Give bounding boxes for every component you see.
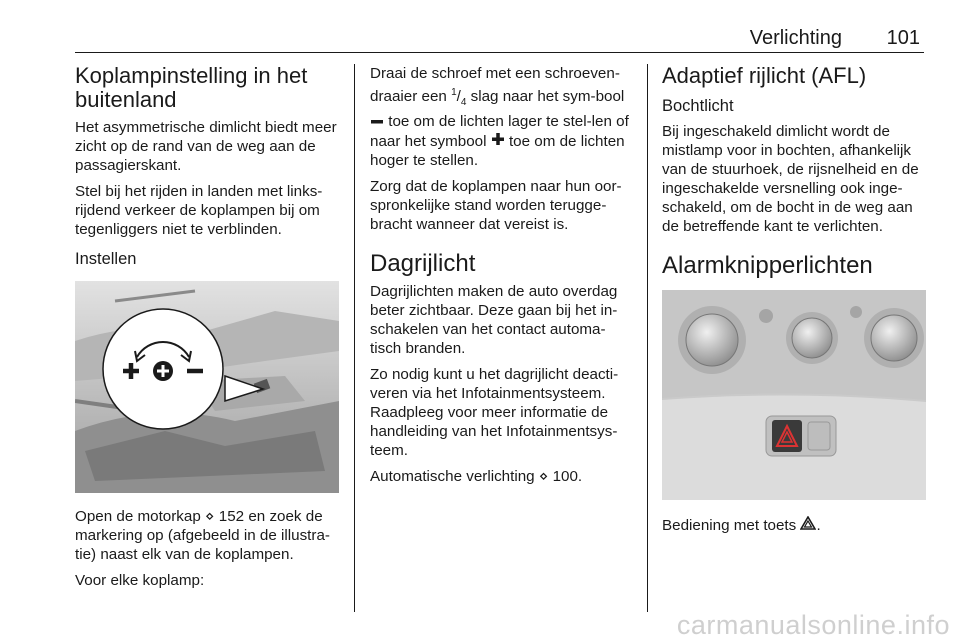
paragraph: Zo nodig kunt u het dagrijlicht deacti-veren via het Infotainmentsysteem. Raadpleeg voor meer informatie de handleiding van het Infotainmentsys-teem. bbox=[370, 366, 619, 460]
page-reference-link[interactable]: 152 bbox=[218, 508, 245, 525]
heading-alarmknipperlichten: Alarmknipperlichten bbox=[662, 252, 873, 279]
paragraph: Het asymmetrische dimlicht biedt meer zicht op de rand van de weg aan de passagierskant. bbox=[75, 119, 337, 174]
heading-dagrijlicht: Dagrijlicht bbox=[370, 250, 476, 278]
page-number: 101 bbox=[886, 27, 920, 49]
paragraph: Voor elke koplamp: bbox=[75, 572, 205, 589]
watermark: carmanualsonline.info bbox=[676, 610, 950, 640]
column-divider bbox=[354, 64, 355, 612]
heading-afl: Adaptief rijlicht (AFL) bbox=[662, 63, 867, 88]
fraction-numerator: 1 bbox=[451, 87, 457, 98]
paragraph: Draai de schroef met een schroeven-draaier een $^1/_4$ slag naar het sym-bool toe om de lichten lager te stel-len of naar het symbool toe om de lichten hoger te stellen. bbox=[370, 65, 629, 170]
paragraph: Automatische verlichting ⋄ 100. bbox=[370, 468, 583, 486]
reference-icon: ⋄ bbox=[205, 508, 215, 525]
heading-headlamp-abroad: Koplampinstelling in het buitenland bbox=[75, 63, 308, 112]
column-3 bbox=[662, 64, 926, 542]
paragraph: Stel bij het rijden in landen met links-rijdend verkeer de koplampen bij om tegenliggers niet te verblinden. bbox=[75, 183, 323, 238]
column-2 bbox=[370, 64, 632, 493]
plus-symbol-icon bbox=[491, 132, 505, 151]
fraction-denominator: 4 bbox=[460, 97, 467, 109]
hazard-switch-illustration bbox=[662, 290, 926, 500]
column-1 bbox=[75, 64, 341, 597]
section-title: Verlichting bbox=[749, 27, 842, 49]
paragraph: Bediening met toets . bbox=[662, 517, 821, 534]
headlamp-adjustment-illustration bbox=[75, 281, 339, 493]
subheading-bochtlicht: Bochtlicht bbox=[662, 97, 734, 115]
paragraph: Zorg dat de koplampen naar hun oor-spronkelijke stand worden terugge-bracht wanneer dat vereist is. bbox=[370, 178, 622, 234]
page-reference-link[interactable]: 100 bbox=[552, 468, 578, 486]
subheading-instellen: Instellen bbox=[75, 250, 137, 268]
column-divider bbox=[647, 64, 648, 612]
hazard-warning-icon bbox=[800, 516, 816, 535]
paragraph: Open de motorkap ⋄ 152 en zoek de markering op (afgebeeld in de illustra-tie) naast elk van de koplampen. bbox=[75, 508, 330, 563]
reference-icon: ⋄ bbox=[538, 468, 549, 486]
paragraph: Bij ingeschakeld dimlicht wordt de mistlamp voor in bochten, afhankelijk van de stuurhoek, de rijsnelheid en de ingeschakelde versnelling ook inge-schakeld, om de bocht in de weg aan de betreffende kant te verlichten. bbox=[662, 123, 919, 235]
page-header bbox=[75, 24, 924, 53]
minus-symbol-icon bbox=[370, 113, 384, 132]
paragraph: Dagrijlichten maken de auto overdag beter zichtbaar. Deze gaan bij het in-schakelen van het contact automa-tisch branden. bbox=[370, 283, 618, 358]
